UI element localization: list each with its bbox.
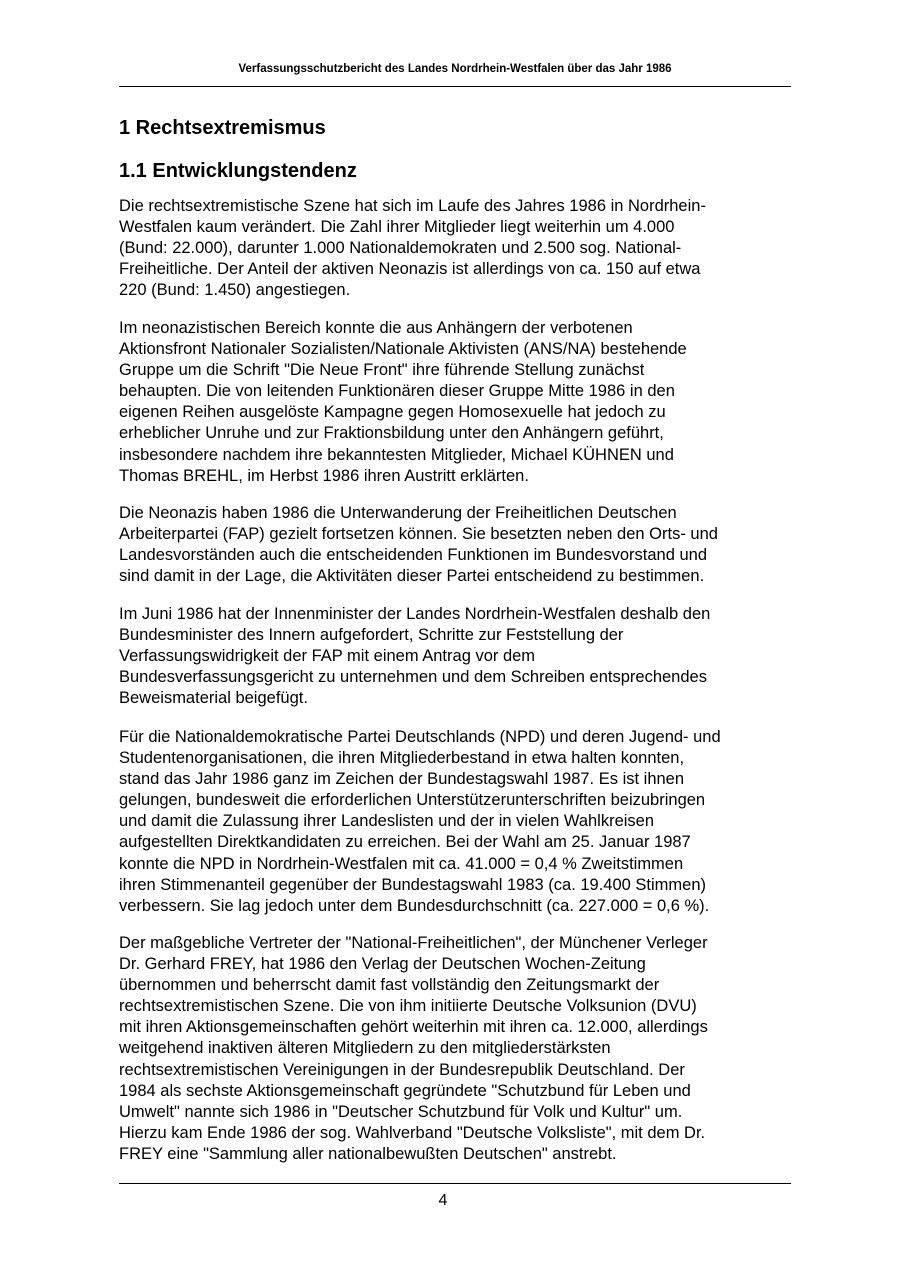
text-line: Landesvorständen auch die entscheidenden Funktionen im Bundesvorstand und [119,546,707,565]
text-line: Westfalen kaum verändert. Die Zahl ihrer Mitglieder liegt weiterhin um 4.000 [119,218,675,237]
paragraph-fap-infiltration [119,503,799,587]
text-line: FREY eine "Sammlung aller nationalbewußten Deutschen" anstrebt. [119,1144,617,1163]
text-line: und damit die Zulassung ihrer Landeslisten und der in vielen Wahlkreisen [119,812,655,831]
text-line: konnte die NPD in Nordrhein-Westfalen mit ca. 41.000 = 0,4 % Zweitstimmen [119,854,684,873]
chapter-title: 1 Rechtsextremismus [119,117,326,139]
header-divider [119,86,791,87]
text-line: übernommen und beherrscht damit fast vollständig den Zeitungsmarkt der [119,976,660,995]
text-line: mit ihren Aktionsgemeinschaften gehört weiterhin mit ihren ca. 12.000, allerdings [119,1018,708,1037]
section-title: 1.1 Entwicklungstendenz [119,160,357,182]
paragraph-national-freiheitliche [119,933,799,1165]
text-line: Arbeiterpartei (FAP) gezielt fortsetzen können. Sie besetzten neben den Orts- und [119,525,718,544]
text-line: Verfassungswidrigkeit der FAP mit einem Antrag vor dem [119,647,536,666]
text-line: Thomas BREHL, im Herbst 1986 ihren Austritt erklärten. [119,466,529,485]
text-line: verbessern. Sie lag jedoch unter dem Bundesdurchschnitt (ca. 227.000 = 0,6 %). [119,896,710,915]
text-line: insbesondere nachdem ihre bekanntesten Mitglieder, Michael KÜHNEN und [119,445,674,464]
text-line: Umwelt" nannte sich 1986 in "Deutscher Schutzbund für Volk und Kultur" um. [119,1102,683,1121]
text-line: Freiheitliche. Der Anteil der aktiven Neonazis ist allerdings von ca. 150 auf etwa [119,260,701,279]
text-line: weitgehend inaktiven älteren Mitgliedern zu den mitgliederstärksten [119,1039,611,1058]
paragraph-fap-ban-request [119,604,799,709]
text-line: sind damit in der Lage, die Aktivitäten dieser Partei entscheidend zu bestimmen. [119,567,705,586]
text-line: Im neonazistischen Bereich konnte die aus Anhängern der verbotenen [119,319,633,337]
text-line: Hierzu kam Ende 1986 der sog. Wahlverband "Deutsche Volksliste", mit dem Dr. [119,1123,706,1142]
text-line: gelungen, bundesweit die erforderlichen Unterstützerunterschriften beizubringen [119,791,706,810]
text-line: Gruppe um die Schrift "Die Neue Front" ihre führende Stellung zunächst [119,361,645,380]
text-line: Der maßgebliche Vertreter der "National-Freiheitlichen", der Münchener Verleger [119,934,708,952]
text-line: 1984 als sechste Aktionsgemeinschaft gegründete "Schutzbund für Leben und [119,1081,691,1100]
text-line: eigenen Reihen ausgelöste Kampagne gegen Homosexuelle hat jedoch zu [119,403,666,422]
text-line: erheblicher Unruhe und zur Fraktionsbildung unter den Anhängern geführt, [119,424,664,443]
text-line: (Bund: 22.000), darunter 1.000 Nationaldemokraten und 2.500 sog. National- [119,239,682,258]
running-header: Verfassungsschutzbericht des Landes Nordrhein-Westfalen über das Jahr 1986 [238,63,672,75]
paragraph-scene-overview [119,196,799,301]
text-line: Aktionsfront Nationaler Sozialisten/Nationale Aktivisten (ANS/NA) bestehende [119,340,687,359]
text-line: Die rechtsextremistische Szene hat sich im Laufe des Jahres 1986 in Nordrhein- [119,197,706,215]
paragraph-neonazi-sector [119,318,799,487]
text-line: Studentenorganisationen, die ihren Mitgliederbestand in etwa halten konnten, [119,749,685,768]
text-line: 220 (Bund: 1.450) angestiegen. [119,281,351,300]
text-line: stand das Jahr 1986 ganz im Zeichen der Bundestagswahl 1987. Es ist ihnen [119,770,685,789]
footer-divider [119,1183,791,1184]
paragraph-npd-election [119,727,799,917]
page-number: 4 [438,1192,448,1209]
text-line: Bundesminister des Innern aufgefordert, Schritte zur Feststellung der [119,626,624,645]
text-line: rechtsextremistischen Vereinigungen in der Bundesrepublik Deutschland. Der [119,1060,685,1079]
text-line: Bundesverfassungsgericht zu unternehmen und dem Schreiben entsprechendes [119,668,707,687]
text-line: behaupten. Die von leitenden Funktionären dieser Gruppe Mitte 1986 in den [119,382,675,401]
text-line: Dr. Gerhard FREY, hat 1986 den Verlag der Deutschen Wochen-Zeitung [119,955,646,974]
text-line: Für die Nationaldemokratische Partei Deutschlands (NPD) und deren Jugend- und [119,728,721,746]
text-line: Im Juni 1986 hat der Innenminister der Landes Nordrhein-Westfalen deshalb den [119,605,711,623]
text-line: Beweismaterial beigefügt. [119,689,308,708]
text-line: rechtsextremistischen Szene. Die von ihm initiierte Deutsche Volksunion (DVU) [119,997,697,1016]
text-line: aufgestellten Direktkandidaten zu erreichen. Bei der Wahl am 25. Januar 1987 [119,833,691,852]
text-line: ihren Stimmenanteil gegenüber der Bundestagswahl 1983 (ca. 19.400 Stimmen) [119,875,707,894]
text-line: Die Neonazis haben 1986 die Unterwanderung der Freiheitlichen Deutschen [119,504,677,522]
